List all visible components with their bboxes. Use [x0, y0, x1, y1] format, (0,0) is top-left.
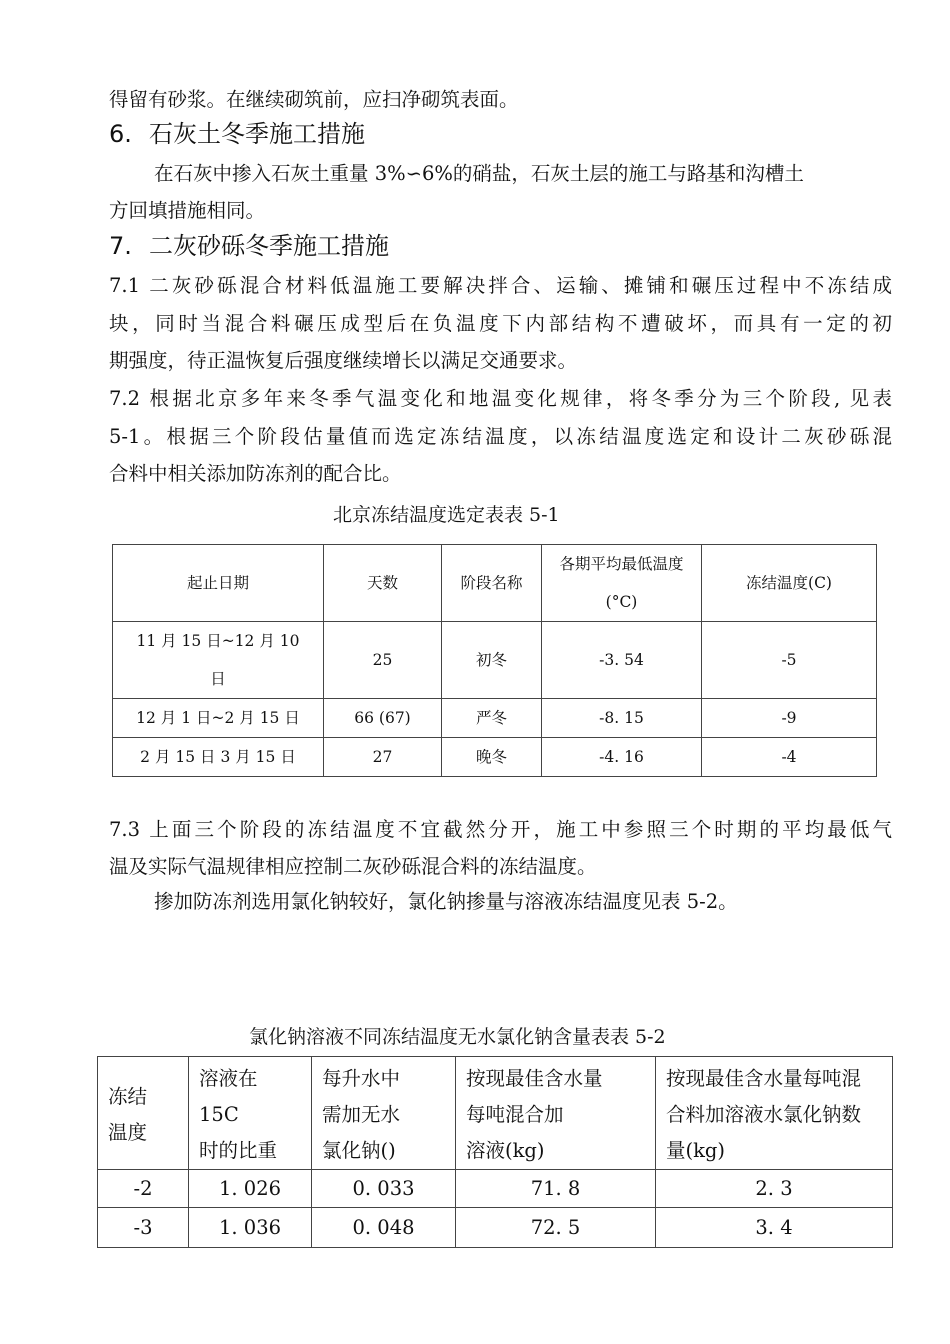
- table-cell: 初冬: [442, 622, 542, 699]
- table-cell: 25: [324, 622, 442, 699]
- table-cell: 71. 8: [456, 1170, 656, 1208]
- paragraph-line: 得留有砂浆。在继续砌筑前，应扫净砌筑表面。: [109, 88, 519, 111]
- header-line: 合料加溶液水氯化钠数: [666, 1103, 862, 1126]
- cell-line: 11 月 15 日~12 月 10: [136, 632, 300, 650]
- paragraph-line: 合料中相关添加防冻剂的配合比。: [109, 462, 402, 485]
- salt-content-table: [97, 1056, 893, 1248]
- table-header-cell: [189, 1057, 312, 1170]
- table-cell: 0. 048: [312, 1208, 456, 1248]
- paragraph-line: 5-1。根据三个阶段估量值而选定冻结温度，以冻结温度选定和设计二灰砂砾混: [109, 425, 892, 448]
- table-cell: 12 月 1 日~2 月 15 日: [113, 699, 324, 738]
- table-cell: -8. 15: [542, 699, 702, 738]
- paragraph-line: 7.1 二灰砂砾混合材料低温施工要解决拌合、运输、摊铺和碾压过程中不冻结成: [109, 274, 892, 297]
- table-cell: 晚冬: [442, 738, 542, 777]
- heading-title: 石灰土冬季施工措施: [149, 120, 365, 148]
- table-header-row: [113, 545, 877, 622]
- paragraph-line: 块，同时当混合料碾压成型后在负温度下内部结构不遭破坏，而具有一定的初: [109, 312, 892, 335]
- table-header-cell: 起止日期: [113, 545, 324, 622]
- table-header-cell: [456, 1057, 656, 1170]
- table-header-cell: 冻结温度(C): [702, 545, 877, 622]
- cell-line: 日: [210, 670, 226, 688]
- table-cell: -2: [98, 1170, 189, 1208]
- table-header-cell: [312, 1057, 456, 1170]
- table-row: [98, 1208, 893, 1248]
- table-header-cell: 天数: [324, 545, 442, 622]
- header-line: (°C): [605, 593, 638, 611]
- table-cell: -5: [702, 622, 877, 699]
- paragraph-line: 掺加防冻剂选用氯化钠较好，氯化钠掺量与溶液冻结温度见表 5-2。: [154, 890, 738, 913]
- freeze-temperature-table: [112, 544, 877, 777]
- heading-title: 二灰砂砾冬季施工措施: [149, 232, 389, 260]
- table-cell: 2. 3: [656, 1170, 893, 1208]
- table-row: [98, 1170, 893, 1208]
- header-line: 按现最佳含水量: [466, 1067, 603, 1090]
- header-line: 各期平均最低温度: [559, 555, 684, 573]
- paragraph-line: 期强度，待正温恢复后强度继续增长以满足交通要求。: [109, 349, 578, 372]
- header-line: 按现最佳含水量每吨混: [666, 1067, 862, 1090]
- table-header-cell: [542, 545, 702, 622]
- header-line: 溶液在 15C: [199, 1067, 258, 1126]
- section-heading-6: [109, 118, 365, 150]
- paragraph-line: 7.3 上面三个阶段的冻结温度不宜截然分开，施工中参照三个时期的平均最低气: [109, 818, 892, 841]
- table-caption: 氯化钠溶液不同冻结温度无水氯化钠含量表表 5-2: [249, 1026, 666, 1048]
- table-cell: 3. 4: [656, 1208, 893, 1248]
- table-cell: 27: [324, 738, 442, 777]
- table-caption: 北京冻结温度选定表表 5-1: [333, 504, 560, 526]
- section-heading-7: [109, 230, 389, 262]
- heading-number: 7.: [109, 232, 132, 260]
- table-header-cell: [98, 1057, 189, 1170]
- header-line: 温度: [108, 1121, 148, 1144]
- table-cell: 66 (67): [324, 699, 442, 738]
- table-row: [113, 699, 877, 738]
- header-line: 量(kg): [666, 1139, 726, 1162]
- header-line: 需加无水: [322, 1103, 401, 1126]
- table-cell: 72. 5: [456, 1208, 656, 1248]
- table-cell: 严冬: [442, 699, 542, 738]
- header-line: 时的比重: [199, 1139, 278, 1162]
- table-cell: -4. 16: [542, 738, 702, 777]
- header-line: 冻结: [108, 1085, 148, 1108]
- table-cell: 1. 026: [189, 1170, 312, 1208]
- table-header-cell: [656, 1057, 893, 1170]
- header-line: 氯化钠(): [322, 1139, 396, 1162]
- header-line: 每吨混合加: [466, 1103, 564, 1126]
- header-line: 溶液(kg): [466, 1139, 545, 1162]
- table-cell: -3. 54: [542, 622, 702, 699]
- table-row: [113, 738, 877, 777]
- table-cell: [113, 622, 324, 699]
- paragraph-line: 温及实际气温规律相应控制二灰砂砾混合料的冻结温度。: [109, 855, 597, 878]
- table-header-cell: 阶段名称: [442, 545, 542, 622]
- table-cell: -4: [702, 738, 877, 777]
- table-cell: 1. 036: [189, 1208, 312, 1248]
- header-line: 每升水中: [322, 1067, 401, 1090]
- table-cell: -3: [98, 1208, 189, 1248]
- heading-number: 6.: [109, 120, 132, 148]
- table-row: [113, 622, 877, 699]
- table-cell: -9: [702, 699, 877, 738]
- table-cell: 0. 033: [312, 1170, 456, 1208]
- table-cell: 2 月 15 日 3 月 15 日: [113, 738, 324, 777]
- paragraph-line: 在石灰中掺入石灰土重量 3%∽6%的硝盐，石灰土层的施工与路基和沟槽土: [154, 162, 804, 185]
- paragraph-line: 7.2 根据北京多年来冬季气温变化和地温变化规律，将冬季分为三个阶段, 见表: [109, 387, 892, 410]
- table-header-row: [98, 1057, 893, 1170]
- paragraph-line: 方回填措施相同。: [109, 199, 266, 222]
